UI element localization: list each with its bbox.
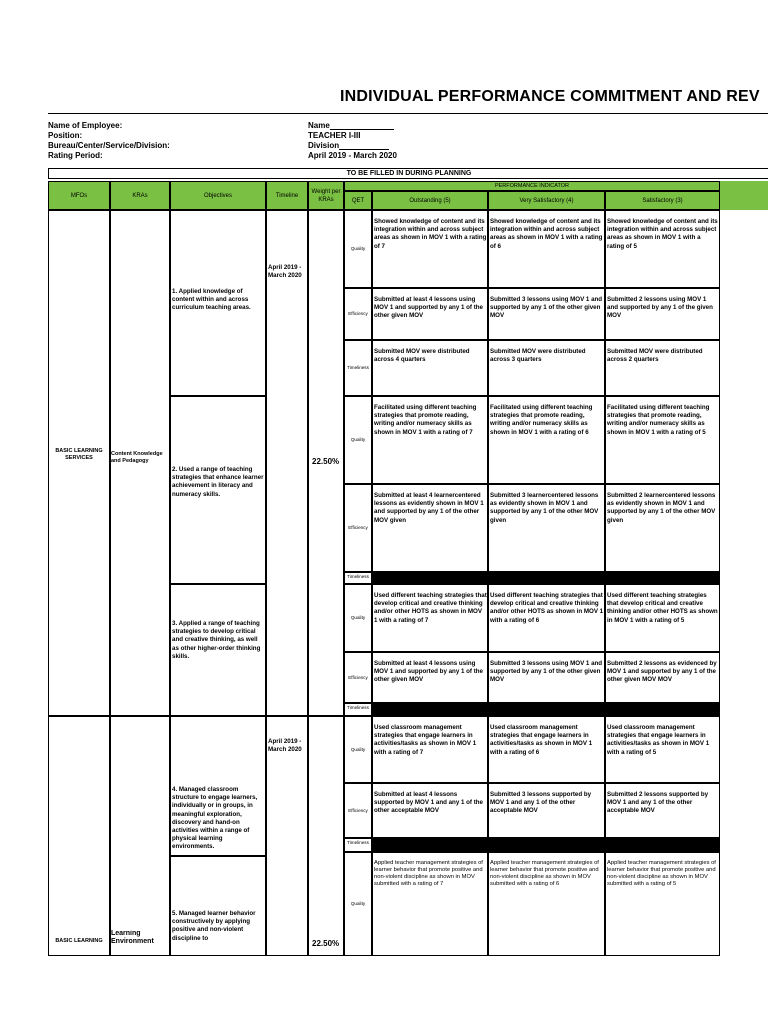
qet-label: Quality	[350, 437, 366, 442]
indicator-text: Showed knowledge of content and its integration within and across subject areas as shown in MOV 1 with a rating of 5	[607, 218, 718, 250]
header-very-satisfactory: Very Satisfactory (4)	[488, 191, 605, 210]
kra-content-knowledge: Content Knowledge and Pedagogy	[111, 451, 163, 464]
employee-name-label: Name of Employee:	[48, 121, 123, 130]
timeline-cell-1	[266, 210, 308, 716]
bureau-label: Bureau/Center/Service/Division:	[48, 141, 170, 150]
header-satisfactory: Satisfactory (3)	[605, 191, 720, 210]
qet-label: Timeliness	[347, 574, 369, 579]
page-title: INDIVIDUAL PERFORMANCE COMMITMENT AND REV	[340, 88, 760, 105]
objective-4: 4. Managed classroom structure to engage learners, individually or in groups, in meaningful exploration, discovery and hand-on activities within a range of physical learning environments.	[172, 786, 258, 851]
indicator-text: Submitted 2 lessons as evidenced by MOV 1 and supported by any 1 of the other given MOV MOV	[607, 660, 717, 684]
timeline-2: April 2019 - March 2020	[268, 738, 302, 754]
header-outstanding: Outstanding (5)	[372, 191, 488, 210]
indicator-text: Submitted MOV were distributed across 3 quarters	[490, 348, 586, 364]
indicator-text: Submitted at least 4 lessons supported by MOV 1 and any 1 of the other acceptable MOV	[374, 791, 483, 815]
division-blank	[339, 142, 389, 150]
objective-1: 1. Applied knowledge of content within and across curriculum teaching areas.	[172, 288, 251, 312]
qet-label: Efficiency	[348, 311, 368, 316]
qet-label: Quality	[350, 615, 366, 620]
qet-label: Timeliness	[347, 705, 369, 710]
mfo-basic-learning-2: BASIC LEARNING	[55, 938, 103, 944]
indicator-text: Applied teacher management strategies of learner behavior that promote positive and non-violent discipline as shown in MOV submitted with a rating of 7	[374, 860, 483, 887]
indicator-text: Submitted 3 learnercentered lessons as evidently shown in MOV 1 and supported by any 1 of the other MOV given	[490, 492, 599, 524]
indicator-text: Used different teaching strategies that develop critical and creative thinking and/or other HOTS as shown in MOV 1 with a rating of 6	[490, 592, 604, 624]
indicator-text: Used different teaching strategies that develop critical and creative thinking and/or other HOTS as shown in MOV 1 with a rating of 7	[374, 592, 487, 624]
header-mfos: MFOs	[48, 181, 110, 210]
qet-label: Efficiency	[348, 807, 368, 813]
indicator-text: Submitted MOV were distributed across 2 quarters	[607, 348, 703, 364]
name-field	[308, 121, 394, 130]
qet-label: Timeliness	[347, 365, 369, 370]
division-field-label: Division	[308, 141, 340, 150]
weight-cell-2	[308, 716, 344, 956]
indicator-text: Used classroom management strategies that engage learners in activities/tasks as shown in MOV 1 with a rating of 6	[490, 724, 593, 756]
name-field-label: Name	[308, 121, 330, 130]
weight-2: 22.50%	[312, 940, 340, 948]
name-blank	[330, 122, 394, 130]
indicator-text: Submitted 2 lessons supported by MOV 1 and any 1 of the other acceptable MOV	[607, 791, 709, 815]
planning-banner: TO BE FILLED IN DURING PLANNING	[48, 168, 768, 179]
qet-label: Quality	[350, 901, 366, 906]
indicator-text: Submitted 3 lessons using MOV 1 and supported by any 1 of the other given MOV	[490, 296, 603, 320]
indicator-text: Showed knowledge of content and its integration within and across subject areas as shown in MOV 1 with a rating of 7	[374, 218, 487, 250]
indicator-text: Facilitated using different teaching strategies that promote reading, writing and/or numeracy skills as shown in MOV 1 with a rating of 5	[607, 404, 710, 436]
rating-period-label: Rating Period:	[48, 151, 103, 160]
indicator-text: Submitted at least 4 lessons using MOV 1 and supported by any 1 of the other given MOV	[374, 660, 483, 684]
indicator-text: Used classroom management strategies that engage learners in activities/tasks as shown in MOV 1 with a rating of 7	[374, 724, 477, 756]
indicator-text: Showed knowledge of content and its integration within and across subject areas as shown in MOV 1 with a rating of 6	[490, 218, 603, 250]
kra-cell-2	[110, 716, 170, 956]
blank-timeliness-bar	[372, 703, 720, 716]
header-qet: QET	[344, 191, 372, 210]
indicator-text: Used different teaching strategies that develop critical and creative thinking and/or other HOTS as shown in MOV 1 with a rating of 5	[607, 592, 718, 624]
indicator-text: Submitted 2 lessons using MOV 1 and supported by any 1 of the given MOV	[607, 296, 713, 320]
mfo-cell-1	[48, 210, 110, 716]
kra-learning-environment: Learning Environment	[111, 930, 154, 945]
objective-2: 2. Used a range of teaching strategies that enhance learner achievement in literacy and numeracy skills.	[172, 466, 264, 498]
blank-timeliness-bar	[372, 838, 720, 852]
header-green-extension	[720, 181, 768, 210]
indicator-text: Facilitated using different teaching strategies that promote reading, writing and/or numeracy skills as shown in MOV 1 with a rating of 7	[374, 404, 477, 436]
header-kras: KRAs	[110, 181, 170, 210]
mfo-cell-2	[48, 716, 110, 956]
header-objectives: Objectives	[170, 181, 266, 210]
blank-timeliness-bar	[372, 572, 720, 584]
qet-label: Quality	[350, 246, 366, 251]
division-field	[308, 141, 389, 150]
timeline-1: April 2019 - March 2020	[268, 264, 302, 280]
header-timeline: Timeline	[266, 181, 308, 210]
header-weight: Weight per KRAs	[308, 181, 344, 210]
objective-3: 3. Applied a range of teaching strategies to develop critical and creative thinking, as well as other higher-order thinking skills.	[172, 620, 261, 660]
qet-label: Timeliness	[347, 840, 369, 845]
indicator-text: Submitted 3 lessons using MOV 1 and supported by any 1 of the other given MOV	[490, 660, 603, 684]
indicator-text: Submitted 3 lessons supported by MOV 1 and any 1 of the other acceptable MOV	[490, 791, 592, 815]
position-label: Position:	[48, 131, 83, 140]
indicator-text: Submitted MOV were distributed across 4 quarters	[374, 348, 470, 364]
indicator-text: Submitted at least 4 lessons using MOV 1 and supported by any 1 of the other given MOV	[374, 296, 483, 320]
qet-label: Efficiency	[348, 674, 368, 680]
indicator-text: Submitted at least 4 learnercentered lessons as evidently shown in MOV 1 and supported by any 1 of the other MOV given	[374, 492, 484, 524]
qet-label: Quality	[350, 746, 366, 752]
header-performance-indicator: PERFORMANCE INDICATOR	[344, 181, 720, 191]
title-rule	[48, 113, 768, 114]
weight-1: 22.50%	[312, 458, 340, 466]
indicator-text: Applied teacher management strategies of learner behavior that promote positive and non-violent discipline as shown in MOV submitted with a rating of 5	[607, 860, 716, 887]
indicator-text: Applied teacher management strategies of learner behavior that promote positive and non-violent discipline as shown in MOV submitted with a rating of 6	[490, 860, 599, 887]
mfo-basic-learning-services: BASIC LEARNING SERVICES	[55, 448, 103, 461]
indicator-text: Used classroom management strategies that engage learners in activities/tasks as shown in MOV 1 with a rating of 5	[607, 724, 710, 756]
rating-period-value: April 2019 - March 2020	[308, 151, 397, 160]
indicator-text: Submitted 2 learnercentered lessons as evidently shown in MOV 1 and supported by any 1 of the other MOV given	[607, 492, 716, 524]
indicator-text: Facilitated using different teaching strategies that promote reading, writing and/or numeracy skills as shown in MOV 1 with a rating of 6	[490, 404, 593, 436]
teacher-position: TEACHER I-III	[308, 131, 361, 140]
objective-5: 5. Managed learner behavior constructively by applying positive and non-violent discipline to	[172, 910, 256, 942]
qet-label: Efficiency	[348, 525, 368, 530]
